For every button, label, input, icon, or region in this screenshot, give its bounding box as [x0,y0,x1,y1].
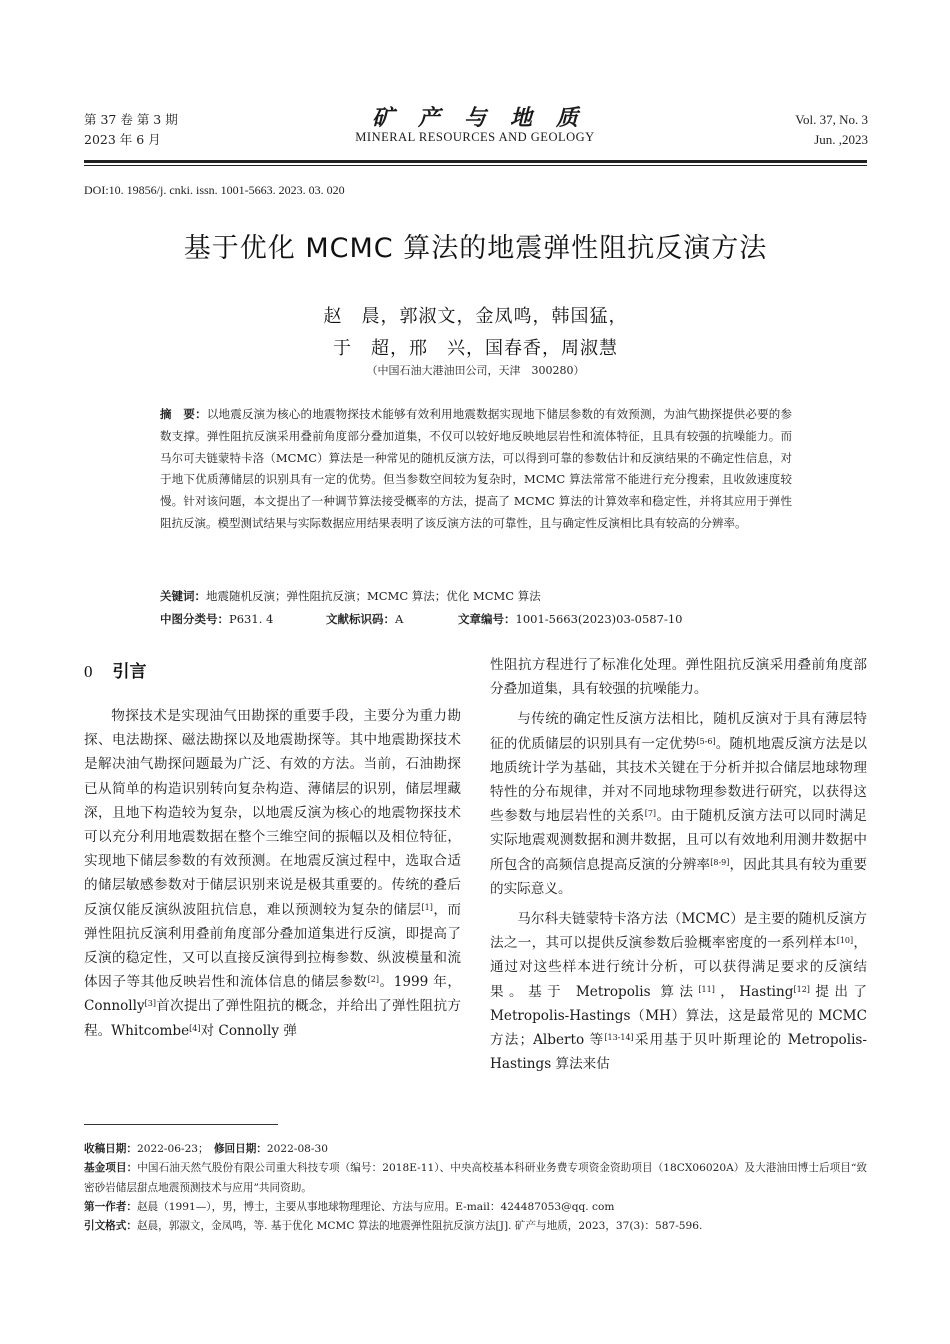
article-number-value: 1001-5663(2023)03-0587-10 [515,612,683,626]
text-run: 对 Connolly 弹 [200,1022,297,1039]
citation-ref[interactable]: [12] [793,984,810,994]
footnote-author [84,1198,867,1217]
keywords-label: 关键词： [160,589,206,603]
abstract-label: 摘 要： [160,407,207,421]
classification [160,611,800,627]
header-rule-thick [84,160,867,163]
doc-code-label: 文献标识码： [326,612,395,626]
section-title: 引言 [112,662,147,682]
header-right [795,110,868,150]
first-author-label: 第一作者： [84,1200,137,1213]
text-run: ，Hasting [714,983,794,1000]
footnote-rule [84,1124,278,1125]
text-run: 马尔科夫链蒙特卡洛方法（MCMC）是主要的随机反演方法之一，其可以提供反演参数后验概率密度的一系列样本 [490,911,867,952]
issue-number: 第 37 卷 第 3 期 [84,112,178,127]
journal-name-en: MINERAL RESOURCES AND GEOLOGY [355,130,595,144]
text-run: ，通过对这些样本进行统计分析，可以获得满足要求的反演结果。基于 Metropolis 算法 [490,935,868,1000]
keywords-text: 地震随机反演；弹性阻抗反演；MCMC 算法；优化 MCMC 算法 [206,589,541,603]
revised-label: 修回日期： [213,1143,267,1155]
clc-item [160,611,326,627]
intro-paragraph-2 [490,707,867,901]
received-label: 收稿日期： [84,1143,137,1155]
intro-paragraph-1 [84,704,461,1043]
text-run: ，因此其具有较为重要的实际意义。 [490,856,868,897]
abstract [160,404,792,535]
footnote-dates [84,1140,867,1159]
section-heading [84,657,147,682]
footnote-fund [84,1159,867,1198]
clc-value: P631. 4 [229,612,274,626]
citation-ref[interactable]: [1] [421,902,433,912]
footnote-citation [84,1217,867,1236]
text-run: 物探技术是实现油气田勘探的重要手段，主要分为重力勘探、电法勘探、磁法勘探以及地震勘探等。其中地震勘探技术是解决油气勘探问题最为广泛、有效的方法。当前，石油勘探已从简单的构造识别转向复杂构造、薄储层的识别，储层埋藏深，且地下构造较为复杂，以地震反演为核心的地震物探技术可以充分利用地震数据在整个三维空间的振幅以及相位特征，实现地下储层参数的有效预测。在地震反演过程中，选取合适的储层敏感参数对于储层识别来说是极其重要的。传统的叠后反演仅能反演纵波阻抗信息，难以预测较为复杂的储层 [84,708,461,918]
intro-paragraph-continued: 性阻抗方程进行了标准化处理。弹性阻抗反演采用叠前角度部分叠加道集，具有较强的抗噪能力。 [490,657,867,698]
text-run: 与传统的确定性反演方法相比，随机反演对于具有薄层特征的优质储层的识别具有一定优势 [490,711,867,752]
citation-ref[interactable]: [5-6] [696,736,716,746]
volume-number: Vol. 37, No. 3 [795,112,868,127]
text-run: 。1999 年，Connolly [84,974,461,1015]
section-number: 0 [84,662,93,681]
text-run: 。由于随机反演方法可以同时满足实际地震观测数据和测井数据，且可以有效地利用测井数据中所包含的高频信息提高反演的分辨率 [490,808,868,873]
article-number-label: 文章编号： [458,612,516,626]
journal-name-cn: 矿产与地质 [371,105,602,131]
citation-ref[interactable]: [8-9] [710,857,730,867]
footnotes [84,1140,867,1236]
doc-code-item [326,611,458,627]
intro-paragraph-3 [490,907,867,1076]
citation-format-label: 引文格式： [84,1220,137,1233]
received-date: 2022-06-23； [136,1143,204,1155]
citation-ref[interactable]: [7] [644,809,657,819]
citation-ref[interactable]: [11] [698,984,715,994]
keywords [160,588,541,604]
header-left [84,110,178,150]
text-run: 。随机地震反演方法是以地质统计学为基础，其技术关键在于分析并拟合储层地球物理特性的分布规律，并对不同地球物理参数进行研究，以获得这些参数与地层岩性的关系 [490,735,868,825]
fund-label: 基金项目： [84,1162,138,1175]
citation-ref[interactable]: [2] [367,975,379,985]
affiliation: （中国石油大港油田公司，天津 300280） [366,364,585,377]
abstract-text: 以地震反演为核心的地震物探技术能够有效利用地震数据实现地下储层参数的有效预测，为油气勘探提供必要的参数支撑。弹性阻抗反演采用叠前角度部分叠加道集，不仅可以较好地反映地层岩性和流体特征，且具有较强的抗噪能力。而马尔可夫链蒙特卡洛（MCMC）算法是一种常见的随机反演方法，可以得到可靠的参数估计和反演结果的不确定性信息，对于地下优质薄储层的识别具有一定的优势。但当参数空间较为复杂时，MCMC 算法常常不能进行充分搜索，且收敛速度较慢。针对该问题，本文提出了一种调节算法接受概率的方法，提高了 MCMC 算法的计算效率和稳定性，并将其应用于弹性阻抗反演。模型测试结果与实际数据应用结果表明了该反演方法的可靠性，且与确定性反演相比具有较高的分辨率。 [160,407,793,530]
right-column [490,653,867,1076]
journal-masthead [300,104,650,145]
article-number-item [458,611,682,627]
paper-title: 基于优化 MCMC 算法的地震弹性阻抗反演方法 [183,233,768,264]
issue-date: 2023 年 6 月 [84,132,161,147]
citation-ref[interactable]: [13-14] [604,1033,634,1043]
doc-code-value: A [395,612,404,626]
revised-date: 2022-08-30 [266,1143,328,1155]
doi: DOI:10. 19856/j. cnki. issn. 1001-5663. 2023. 03. 020 [84,183,345,197]
citation-ref[interactable]: [4] [189,1023,201,1033]
left-column [84,704,461,1043]
text-run: 采用基于贝叶斯理论的 Metropolis-Hastings 算法来估 [490,1032,867,1073]
citation-ref[interactable]: [3] [144,999,156,1009]
authors-line-1: 赵 晨，郭淑文，金凤鸣，韩国猛， [323,306,628,327]
header-rule-thin [84,165,867,166]
text-run: 提出了 Metropolis-Hastings（MH）算法，这是最常见的 MCMC 方法；Alberto 等 [490,983,868,1049]
authors-line-2: 于 超，邢 兴，国春香，周淑慧 [333,338,618,359]
clc-label: 中图分类号： [160,612,229,626]
citation-ref[interactable]: [10] [836,936,854,946]
text-run: 首次提出了弹性阻抗的概念，并给出了弹性阻抗方程。Whitcombe [84,998,461,1039]
text-run: ，而弹性阻抗反演利用叠前角度部分叠加道集进行反演，即提高了反演的稳定性，又可以直接反演得到拉梅参数、纵波模量和流体因子等其他反映岩性和流体信息的储层参数 [84,901,462,991]
fund-text: 中国石油天然气股份有限公司重大科技专项（编号：2018E-11）、中央高校基本科研业务费专项资金资助项目（18CX06020A）及大港油田博士后项目“致密砂岩储层甜点地震预测技术与应用”共同资助。 [84,1162,868,1194]
citation-format-text: 赵晨，郭淑文，金凤鸣，等. 基于优化 MCMC 算法的地震弹性阻抗反演方法[J]. 矿产与地质，2023，37(3)：587-596. [136,1220,703,1233]
first-author-text: 赵晨（1991—），男，博士，主要从事地球物理理论、方法与应用。E-mail：424487053@qq. com [136,1200,615,1213]
issue-month: Jun. ,2023 [814,132,868,147]
